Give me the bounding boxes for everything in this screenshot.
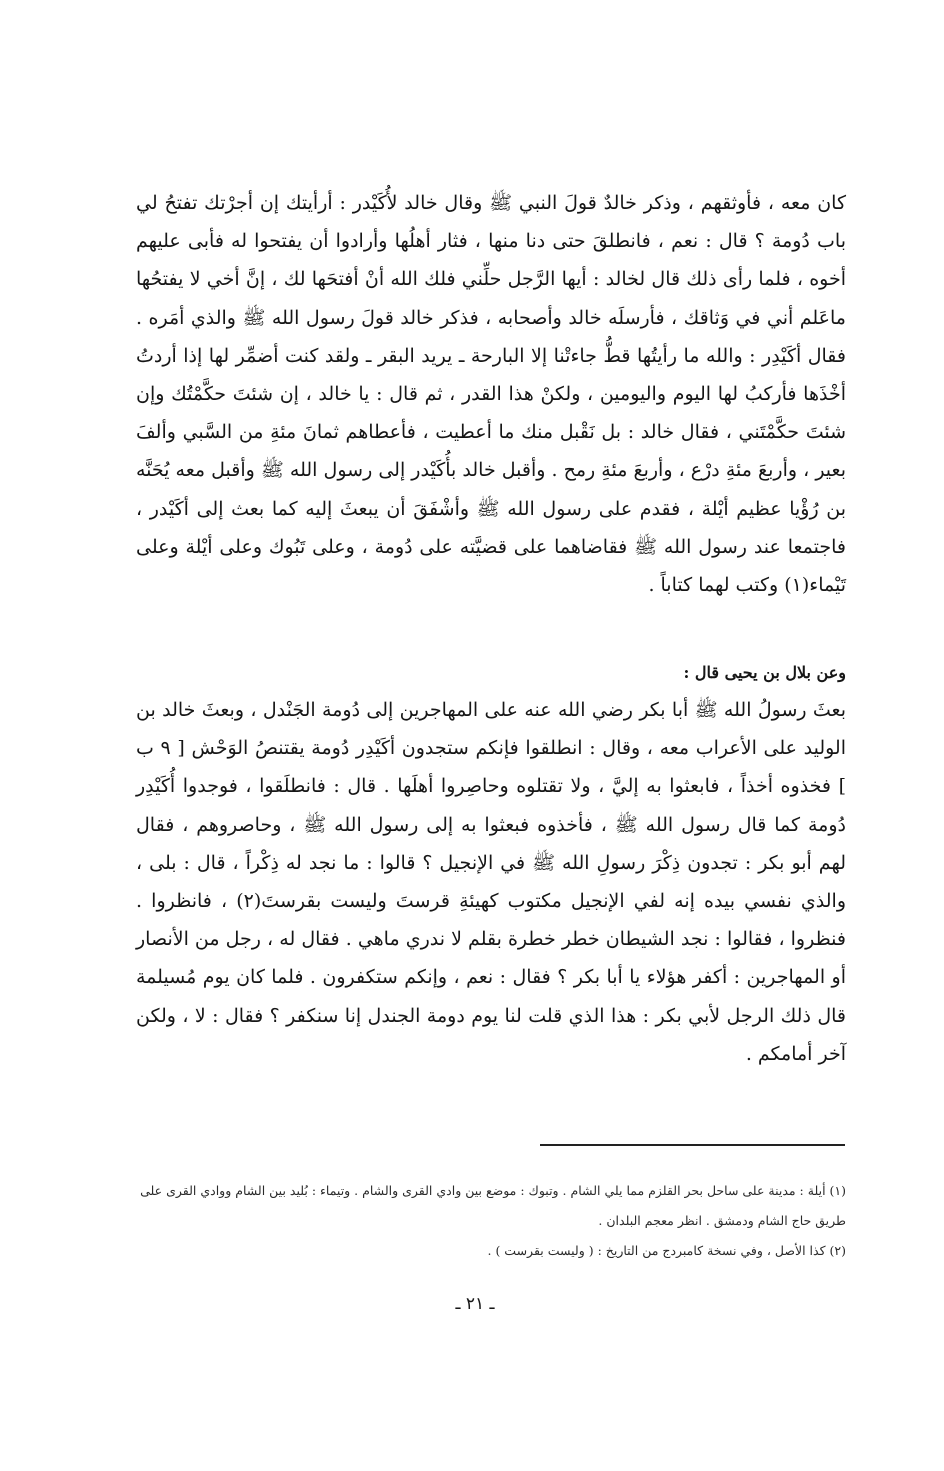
page-number: ـ ٢١ ـ [455, 1294, 495, 1314]
paragraph-main-1: كان معه ، فأوثقهم ، وذكر خالدٌ قولَ النبي ﷺ وقال خالد لأُكَيْدر : أرأيتك إن أجرْتك تفتحُ لي باب دُومة ؟ قال : نعم ، فانطلقَ حتى دنا منها ، فثار أهلُها وأرادوا أن يفتحوا له فأبى عليهم أخوه ، فلما رأى ذلك قال لخالد : أيها الرَّجل حلِّني فلك الله أنْ أفتحَها لك ، إنَّ أخي لا يفتحُها ماعَلم أني في وَثاقك ، فأرسلَه خالد وأصحابه ، فذكر خالد قولَ رسول الله ﷺ والذي أمَره . فقال أكَيْدِر : والله ما رأيتُها قطُّ جاءتْنا إلا البارحة ـ يريد البقر ـ ولقد كنت أضمِّر لها إذا أردتُ أخْذَها فأركبُ لها اليوم واليومين ، ولكنْ هذا القدر ، ثم قال : يا خالد ، إن شئتَ حكَّمْتُك وإن شئتَ حكَّمْتَني ، فقال خالد : بل نَقْبل منك ما أعطيت ، فأعطاهم ثمانَ مئةِ من السَّبي وألفَ بعير ، وأربعَ مئةِ درْع ، وأربعَ مئةِ رمح . وأقبل خالد بأُكَيْدر إلى رسول الله ﷺ وأقبل معه يُحَنَّه بن رُؤْيا عظيم أيْلة ، فقدم على رسول الله ﷺ وأشْفَقَ أن يبعثَ إليه كما بعث إلى أكَيْدر ، فاجتمعا عند رسول الله ﷺ فقاضاهما على قضيَّته على دُومة ، وعلى تَبُوك وعلى أيْلة وعلى تَيْماء(١) وكتب لهما كتاباً . [136, 192, 847, 597]
paragraph-main-2: بعثَ رسولُ الله ﷺ أبا بكر رضي الله عنه على المهاجرين إلى دُومة الجَنْدل ، وبعثَ خالد بن الوليد على الأعراب معه ، وقال : انطلقوا فإنكم ستجدون أكَيْدِر دُومة يقتنصُ الوَحْش [ ٩ ب ] فخذوه أخذاً ، فابعثوا به إليَّ ، ولا تقتلوه وحاصِروا أهلَها . قال : فانطلَقوا ، فوجدوا أُكَيْدِر دُومة كما قال رسول الله ﷺ ، فأخذوه فبعثوا به إلى رسول الله ﷺ ، وحاصروهم ، فقال لهم أبو بكر : تجدون ذِكْرَ رسولِ الله ﷺ في الإنجيل ؟ قالوا : ما نجد له ذِكْراً ، قال : بلى ، والذي نفسي بيده إنه لفي الإنجيل مكتوب كهيئةِ قرستَ وليست بقرستَ(٢) ، فانظروا . فنظروا ، فقالوا : نجد الشيطان خطر خطرة بقلم لا ندري ماهي . فقال له ، رجل من الأنصار أو المهاجرين : أكفر هؤلاء يا أبا بكر ؟ فقال : نعم ، وإنكم ستكفرون . فلما كان يوم مُسيلمة قال ذلك الرجل لأبي بكر : هذا الذي قلت لنا يوم دومة الجندل إنا سنكفر ؟ فقال : لا ، ولكن آخر أمامكم . [136, 699, 847, 1065]
paragraph-2-heading: وعن بلال بن يحيى قال : [683, 663, 846, 682]
footnote-divider [540, 1144, 845, 1146]
footnotes-section [136, 1176, 846, 1266]
footnote-1: (١) أيلة : مدينة على ساحل بحر القلزم مما يلي الشام . وتبوك : موضع بين وادي القرى والشام . وتيماء : بُليد بين الشام ووادي القرى على طريق حاج الشام ودمشق . انظر معجم البلدان . [140, 1183, 846, 1228]
footnote-2: (٢) كذا الأصل ، وفي نسخة كامبردج من التاريخ : ( وليست بقرست ) . [487, 1243, 846, 1258]
